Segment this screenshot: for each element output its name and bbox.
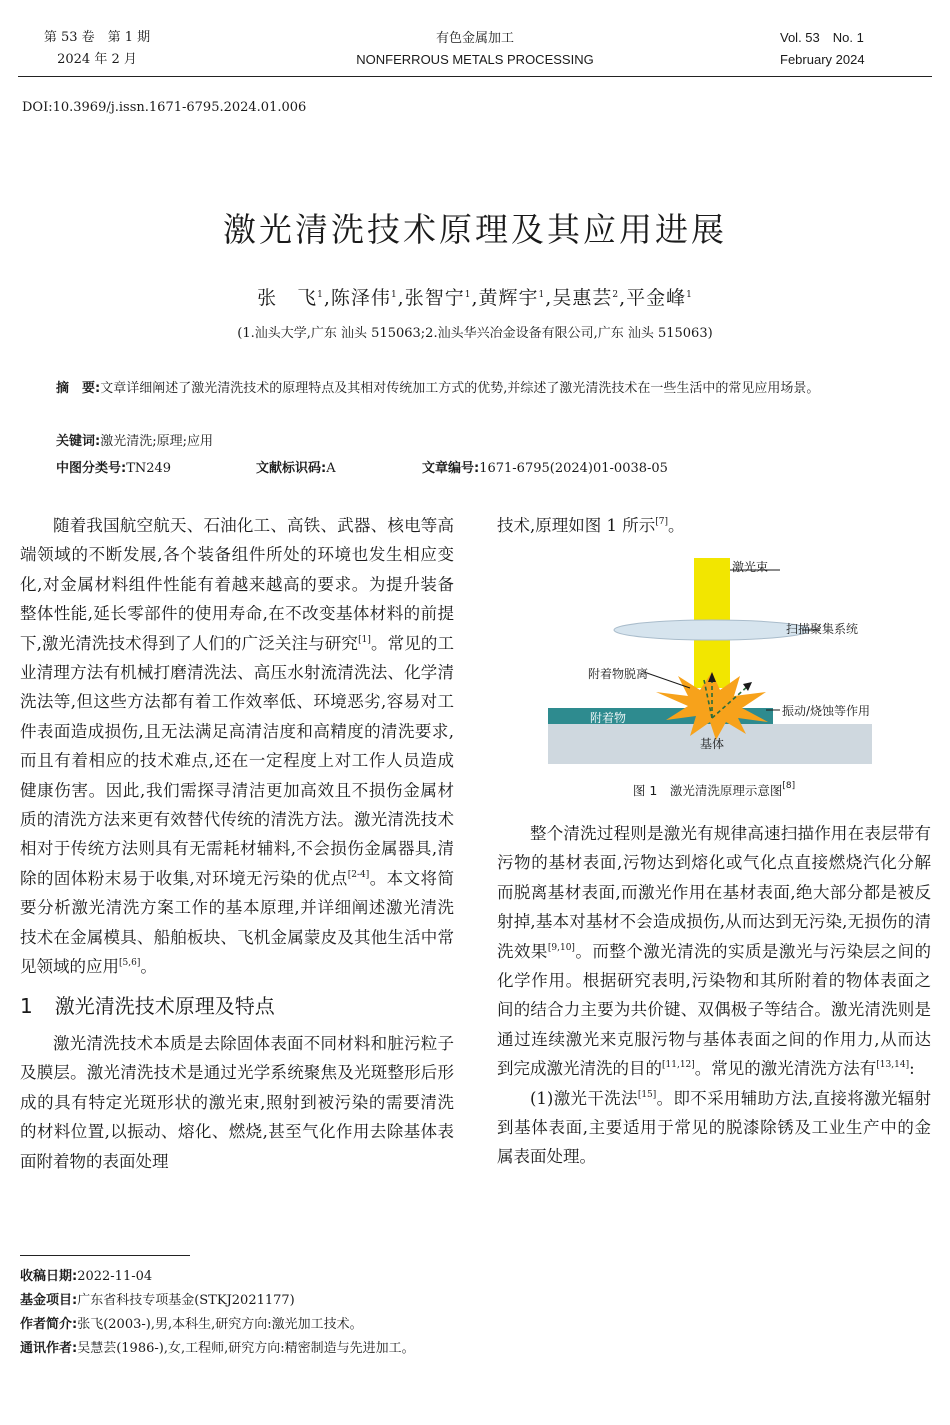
- section-paragraph: 激光清洗技术本质是去除固体表面不同材料和脏污粒子及膜层。激光清洗技术是通过光学系统聚焦及光斑整形后形成的具有特定光斑形状的激光束,照射到被污染的需要清洗的材料位置,以振动、熔化、燃烧,甚至气化作用去除基体表面附着物的表面处理: [20, 1033, 454, 1171]
- date-label: 2024 年 2 月: [57, 52, 137, 67]
- citation: [11,12]: [662, 1060, 695, 1071]
- doc-code-label: 文献标识码:: [256, 461, 327, 476]
- citation: [9,10]: [547, 942, 575, 953]
- right-column-top: [497, 511, 931, 540]
- substrate-label: 基体: [700, 737, 725, 751]
- author: 平金峰$^1$: [626, 287, 693, 309]
- scan-system-label: 扫描聚集系统: [786, 622, 859, 636]
- doc-code-value: A: [326, 461, 336, 476]
- clc-value: TN249: [126, 461, 172, 476]
- citation: [15]: [637, 1089, 657, 1100]
- volume-label-en: Vol. 53 No. 1: [780, 30, 864, 45]
- affiliation: (1.汕头大学,广东 汕头 515063;2.汕头华兴冶金设备有限公司,广东 汕头 515063): [237, 326, 713, 341]
- corresponding-author: 通讯作者:吴慧芸(1986-),女,工程师,研究方向:精密制造与先进加工。: [20, 1341, 415, 1356]
- citation: [7]: [655, 517, 668, 527]
- clc-label: 中图分类号:: [56, 461, 127, 476]
- footnote-rule: [20, 1255, 190, 1256]
- citation: [5,6]: [119, 958, 141, 969]
- citation: [2-4]: [347, 869, 370, 880]
- article-number-value: 1671-6795(2024)01-0038-05: [479, 461, 668, 476]
- author: 黄辉宇$^1$: [478, 287, 546, 309]
- citation: [8]: [782, 781, 796, 791]
- date-label-en: February 2024: [780, 52, 865, 67]
- beam-label: 激光束: [732, 560, 769, 574]
- section-number: 1: [20, 993, 33, 1018]
- volume-label: 第 53 卷 第 1 期: [43, 30, 151, 45]
- volume-issue-en: [780, 27, 920, 71]
- intro-paragraph: 随着我国航空航天、石油化工、高铁、武器、核电等高端领域的不断发展,各个装备组件所处的环境也发生相应变化,对金属材料组件性能有着越来越高的要求。为提升装备整体性能,延长零部件的使用寿命,在不改变基体材料的前提下,激光清洗技术得到了人们的广泛关注与研究[1]。常见的工业清理方法有机械打磨清洗法、高压水射流清洗法、化学清洗法等,但这些方法都有着工作效率低、环境恶劣,容易对工件表面造成损伤,且无法满足高清洁度和高精度的清洗要求,而且有着相应的技术难点,还在一定程度上对工作人员造成健康伤害。因此,我们需探寻清洁更加高效且不损伤金属材质的清洗方法来更有效替代传统的清洗方法。激光清洗技术相对于传统方法则具有无需耗材辅料,不会损伤金属器具,清除的固体粉末易于收集,对环境无污染的优点[2-4]。本文将简要分析激光清洗方案工作的基本原理,并详细阐述激光清洗技术在金属模具、船舶板块、飞机金属蒙皮及其他生活中常见领域的应用[5,6]。: [20, 516, 455, 977]
- keywords: [56, 429, 213, 454]
- author: 张 飞$^1$: [257, 287, 324, 309]
- journal-name-cn: 有色金属加工: [435, 30, 514, 45]
- keywords-label: 关键词:: [56, 434, 101, 449]
- paper-title: 激光清洗技术原理及其应用进展: [223, 210, 727, 249]
- author-bio: 作者简介:张飞(2003-),男,本科生,研究方向:激光加工技术。: [20, 1317, 363, 1332]
- abstract: [56, 376, 898, 401]
- citation: [1]: [358, 634, 371, 645]
- left-column: [20, 511, 454, 1176]
- section-heading: [20, 992, 454, 1021]
- principle-paragraph: 整个清洗过程则是激光有规律高速扫描作用在表层带有污物的基材表面,污物达到熔化或气化点直接燃烧汽化分解而脱离基材表面,而激光作用在基材表面,绝大部分都是被反射掉,基本对基材不会造成损伤,从而达到无污染,无损伤的清洗效果[9,10]。而整个激光清洗的实质是激光与污染层之间的化学作用。根据研究表明,污染物和其所附着的物体表面之间的结合力主要为共价键、双偶极子等结合。激光清洗则是通过连续激光来克服污物与基体表面之间的作用力,从而达到完成激光清洗的目的[11,12]。常见的激光清洗方法有[13,14]:: [497, 824, 932, 1079]
- received-date: 收稿日期:2022-11-04: [20, 1269, 153, 1284]
- funding: 基金项目:广东省科技专项基金(STKJ2021177): [20, 1293, 295, 1308]
- figure-caption: 图 1 激光清洗原理示意图[8]: [632, 781, 796, 798]
- vibration-label: 振动/烧蚀等作用: [782, 704, 871, 718]
- right-column-bottom: [497, 819, 931, 1172]
- abstract-label: 摘 要:: [56, 381, 101, 396]
- attachment-label: 附着物: [590, 711, 627, 725]
- footnotes: [20, 1265, 920, 1361]
- author-list: 张 飞$^1$,陈泽伟$^1$,张智宁$^1$,黄辉宇$^1$,吴惠芸$^2$,平金峰$^1$: [257, 287, 693, 309]
- doi: DOI:10.3969/j.issn.1671-6795.2024.01.006: [22, 100, 307, 115]
- keywords-text: 激光清洗;原理;应用: [100, 434, 213, 449]
- abstract-text: 文章详细阐述了激光清洗技术的原理特点及其相对传统加工方式的优势,并综述了激光清洗技术在一些生活中的常见应用场景。: [100, 381, 820, 396]
- author: 陈泽伟$^1$: [330, 287, 398, 309]
- author: 吴惠芸$^2$: [552, 287, 620, 309]
- dry-cleaning-paragraph: (1)激光干洗法[15]。即不采用辅助方法,直接将激光辐射到基体表面,主要适用于常见的脱漆除锈及工业生产中的金属表面处理。: [497, 1088, 932, 1167]
- citation: [13,14]: [876, 1060, 910, 1071]
- scan-lens: [614, 620, 810, 640]
- journal-name-en: NONFERROUS METALS PROCESSING: [356, 52, 594, 67]
- figure-intro: 技术,原理如图 1 所示[7]。: [497, 516, 685, 535]
- article-number-label: 文章编号:: [422, 461, 480, 476]
- section-title: 激光清洗技术原理及特点: [54, 993, 275, 1018]
- volume-issue: [22, 27, 222, 71]
- author: 张智宁$^1$: [404, 287, 472, 309]
- header-rule: [18, 76, 932, 77]
- classification: [56, 456, 898, 481]
- detach-label: 附着物脱离: [588, 667, 649, 681]
- journal-name: [275, 27, 675, 71]
